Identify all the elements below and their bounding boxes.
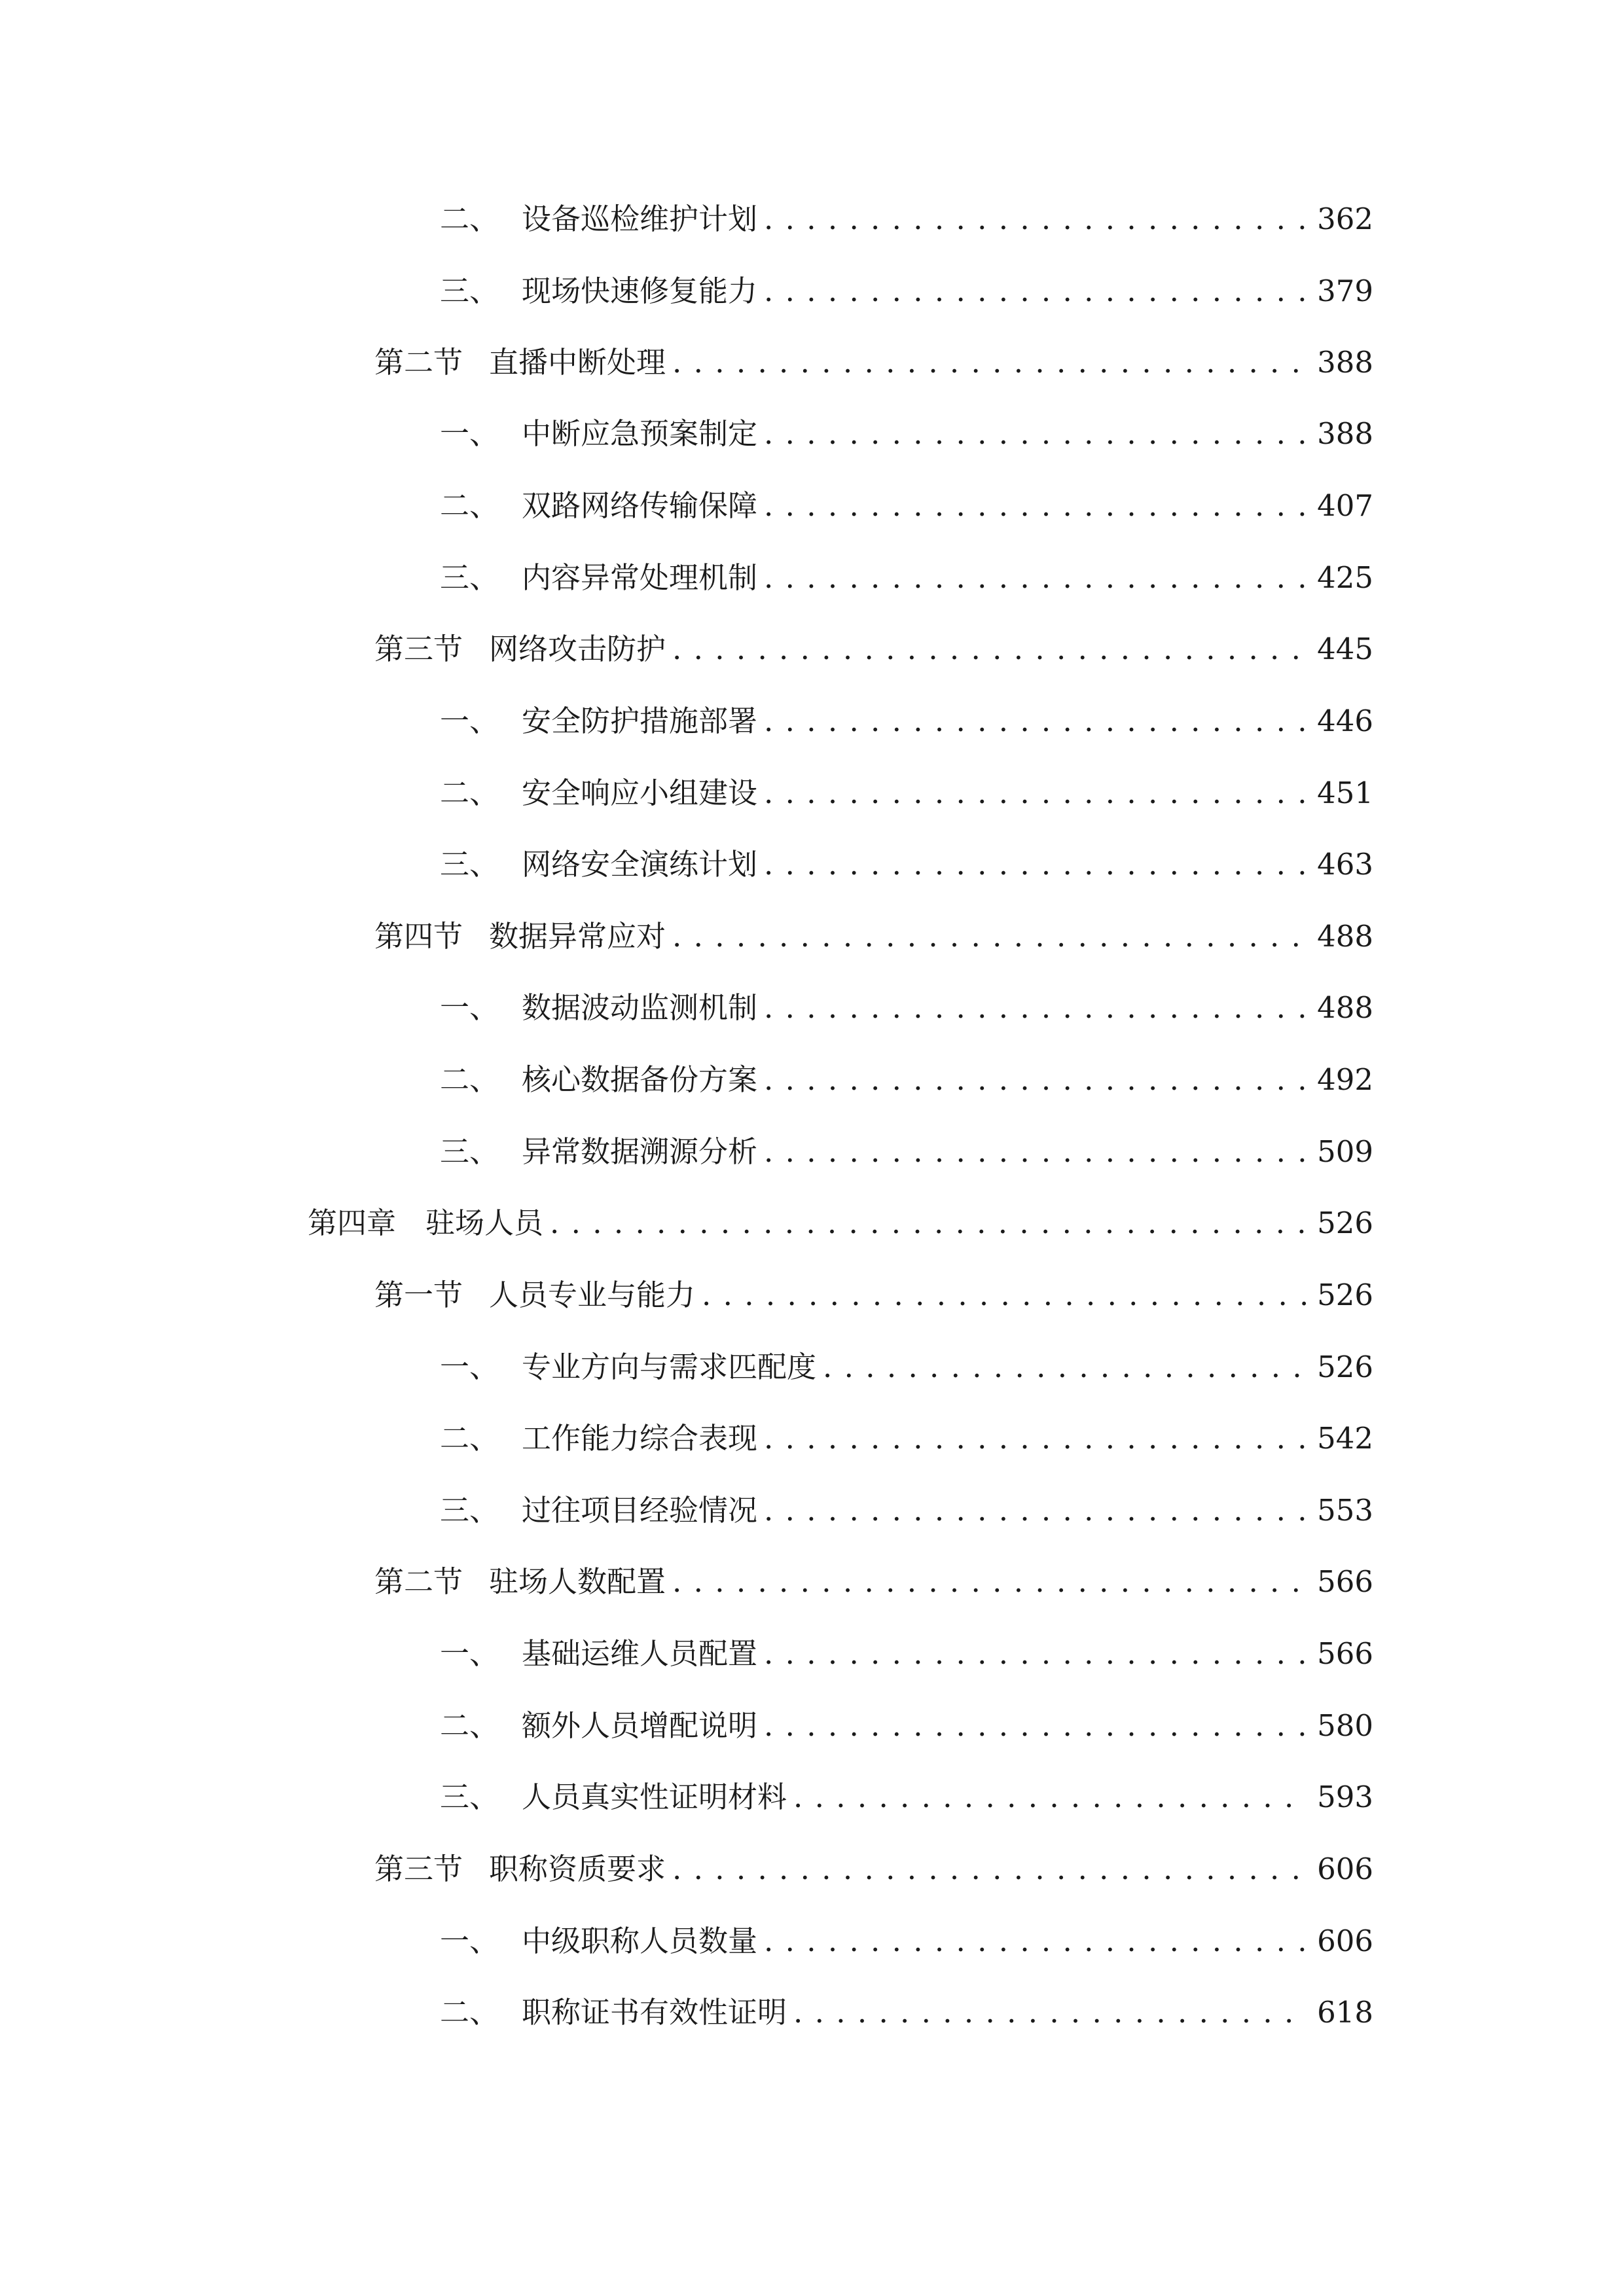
toc-entry-page: 606 (1317, 1924, 1373, 1958)
toc-entry-number: 二、 (440, 776, 499, 810)
toc-entry-page: 580 (1317, 1708, 1373, 1743)
toc-entry-number: 第三节 (374, 632, 463, 666)
toc-entry-page: 362 (1317, 202, 1373, 236)
toc-entry-number: 二、 (440, 488, 499, 523)
toc-entry-title: 驻场人数配置 (489, 1564, 666, 1599)
toc-entry[interactable] (374, 623, 1373, 675)
toc-entry[interactable] (440, 265, 1373, 317)
toc-entry-number: 一、 (440, 416, 499, 451)
toc-entry-page: 593 (1317, 1780, 1373, 1814)
dot-leader (672, 910, 1308, 963)
toc-entry-title: 人员真实性证明材料 (522, 1780, 787, 1814)
dot-leader (764, 838, 1308, 891)
toc-entry-title: 职称资质要求 (489, 1852, 666, 1886)
toc-entry-title: 网络攻击防护 (489, 632, 666, 666)
dot-leader (764, 1700, 1308, 1752)
dot-leader (550, 1197, 1308, 1249)
toc-entry-page: 509 (1317, 1134, 1373, 1169)
toc-entry-number: 第四章 (308, 1206, 397, 1240)
toc-entry-page: 488 (1317, 919, 1373, 954)
toc-entry-page: 606 (1317, 1852, 1373, 1886)
toc-entry[interactable] (440, 1628, 1373, 1680)
toc-entry-page: 446 (1317, 704, 1373, 738)
toc-entry[interactable] (440, 193, 1373, 245)
toc-entry-number: 第三节 (374, 1852, 463, 1886)
toc-entry[interactable] (374, 1843, 1373, 1895)
toc-entry[interactable] (440, 767, 1373, 819)
toc-entry-page: 526 (1317, 1278, 1373, 1312)
dot-leader (764, 1126, 1308, 1178)
dot-leader (672, 1556, 1308, 1608)
toc-entry-number: 三、 (440, 274, 499, 308)
toc-entry[interactable] (440, 982, 1373, 1034)
toc-entry-page: 388 (1317, 345, 1373, 380)
toc-entry-page: 526 (1317, 1350, 1373, 1384)
toc-entry-title: 额外人员增配说明 (522, 1708, 758, 1743)
toc-entry-page: 407 (1317, 488, 1373, 523)
dot-leader (672, 336, 1308, 389)
toc-entry-title: 数据波动监测机制 (522, 990, 758, 1025)
toc-entry-number: 第一节 (374, 1278, 463, 1312)
toc-entry-title: 内容异常处理机制 (522, 560, 758, 595)
toc-entry-title: 驻场人员 (425, 1206, 544, 1240)
dot-leader (672, 623, 1308, 675)
toc-entry[interactable] (374, 1556, 1373, 1608)
toc-entry-number: 二、 (440, 202, 499, 236)
toc-entry-number: 三、 (440, 1780, 499, 1814)
dot-leader (793, 1986, 1308, 2039)
toc-entry-page: 463 (1317, 847, 1373, 882)
toc-entry-title: 人员专业与能力 (489, 1278, 696, 1312)
toc-entry-title: 工作能力综合表现 (522, 1421, 758, 1456)
toc-entry-title: 中级职称人员数量 (522, 1924, 758, 1958)
toc-entry-page: 445 (1317, 632, 1373, 666)
toc-entry-number: 第二节 (374, 1564, 463, 1599)
dot-leader (764, 982, 1308, 1034)
toc-entry-number: 二、 (440, 1708, 499, 1743)
dot-leader (702, 1269, 1308, 1321)
toc-entry-number: 第二节 (374, 345, 463, 380)
toc-entry-title: 数据异常应对 (489, 919, 666, 954)
toc-entry-page: 566 (1317, 1564, 1373, 1599)
dot-leader (823, 1341, 1308, 1393)
toc-entry[interactable] (440, 1341, 1373, 1393)
toc-entry-page: 618 (1317, 1995, 1373, 2030)
toc-entry[interactable] (440, 1054, 1373, 1106)
toc-entry-page: 379 (1317, 274, 1373, 308)
dot-leader (764, 1915, 1308, 1967)
toc-entry[interactable] (440, 408, 1373, 460)
toc-entry-number: 一、 (440, 990, 499, 1025)
toc-entry[interactable] (440, 695, 1373, 747)
toc-entry-title: 基础运维人员配置 (522, 1636, 758, 1671)
toc-entry-number: 三、 (440, 560, 499, 595)
toc-entry[interactable] (374, 910, 1373, 963)
toc-entry[interactable] (440, 1986, 1373, 2039)
toc-entry[interactable] (374, 1269, 1373, 1321)
toc-entry-title: 过往项目经验情况 (522, 1493, 758, 1528)
toc-entry[interactable] (440, 1412, 1373, 1465)
toc-entry-page: 425 (1317, 560, 1373, 595)
toc-entry-number: 二、 (440, 1421, 499, 1456)
dot-leader (764, 480, 1308, 532)
toc-entry[interactable] (440, 838, 1373, 891)
toc-entry-title: 核心数据备份方案 (522, 1062, 758, 1097)
toc-entry-page: 526 (1317, 1206, 1373, 1240)
toc-entry-title: 现场快速修复能力 (522, 274, 758, 308)
toc-entry-number: 三、 (440, 1493, 499, 1528)
toc-entry-title: 职称证书有效性证明 (522, 1995, 787, 2030)
toc-entry[interactable] (440, 1484, 1373, 1537)
toc-entry-number: 二、 (440, 1995, 499, 2030)
toc-entry-title: 专业方向与需求匹配度 (522, 1350, 817, 1384)
dot-leader (764, 1628, 1308, 1680)
toc-entry-title: 安全防护措施部署 (522, 704, 758, 738)
dot-leader (672, 1843, 1308, 1895)
toc-entry-title: 异常数据溯源分析 (522, 1134, 758, 1169)
dot-leader (764, 1484, 1308, 1537)
toc-entry-title: 双路网络传输保障 (522, 488, 758, 523)
toc-entry-title: 安全响应小组建设 (522, 776, 758, 810)
toc-entry-title: 直播中断处理 (489, 345, 666, 380)
toc-entry[interactable] (440, 1771, 1373, 1823)
toc-entry[interactable] (440, 1126, 1373, 1178)
toc-entry[interactable] (308, 1197, 1373, 1249)
toc-entry[interactable] (440, 552, 1373, 604)
dot-leader (764, 408, 1308, 460)
toc-entry-number: 三、 (440, 847, 499, 882)
toc-entry-number: 一、 (440, 1924, 499, 1958)
toc-entry[interactable] (440, 1915, 1373, 1967)
toc-entry[interactable] (440, 480, 1373, 532)
toc-entry-page: 388 (1317, 416, 1373, 451)
toc-entry-page: 451 (1317, 776, 1373, 810)
dot-leader (764, 1054, 1308, 1106)
toc-entry-page: 542 (1317, 1421, 1373, 1456)
dot-leader (764, 265, 1308, 317)
toc-entry-number: 一、 (440, 1350, 499, 1384)
dot-leader (764, 552, 1308, 604)
dot-leader (764, 695, 1308, 747)
toc-entry[interactable] (440, 1700, 1373, 1752)
toc-entry-title: 中断应急预案制定 (522, 416, 758, 451)
toc-entry-number: 三、 (440, 1134, 499, 1169)
toc-entry-number: 一、 (440, 704, 499, 738)
toc-entry-page: 553 (1317, 1493, 1373, 1528)
toc-entry-number: 一、 (440, 1636, 499, 1671)
dot-leader (793, 1771, 1308, 1823)
dot-leader (764, 767, 1308, 819)
toc-entry-title: 设备巡检维护计划 (522, 202, 758, 236)
toc-entry-title: 网络安全演练计划 (522, 847, 758, 882)
dot-leader (764, 193, 1308, 245)
toc-entry-page: 488 (1317, 990, 1373, 1025)
toc-entry-page: 566 (1317, 1636, 1373, 1671)
toc-entry-number: 二、 (440, 1062, 499, 1097)
toc-entry-number: 第四节 (374, 919, 463, 954)
toc-entry[interactable] (374, 336, 1373, 389)
dot-leader (764, 1412, 1308, 1465)
toc-entry-page: 492 (1317, 1062, 1373, 1097)
